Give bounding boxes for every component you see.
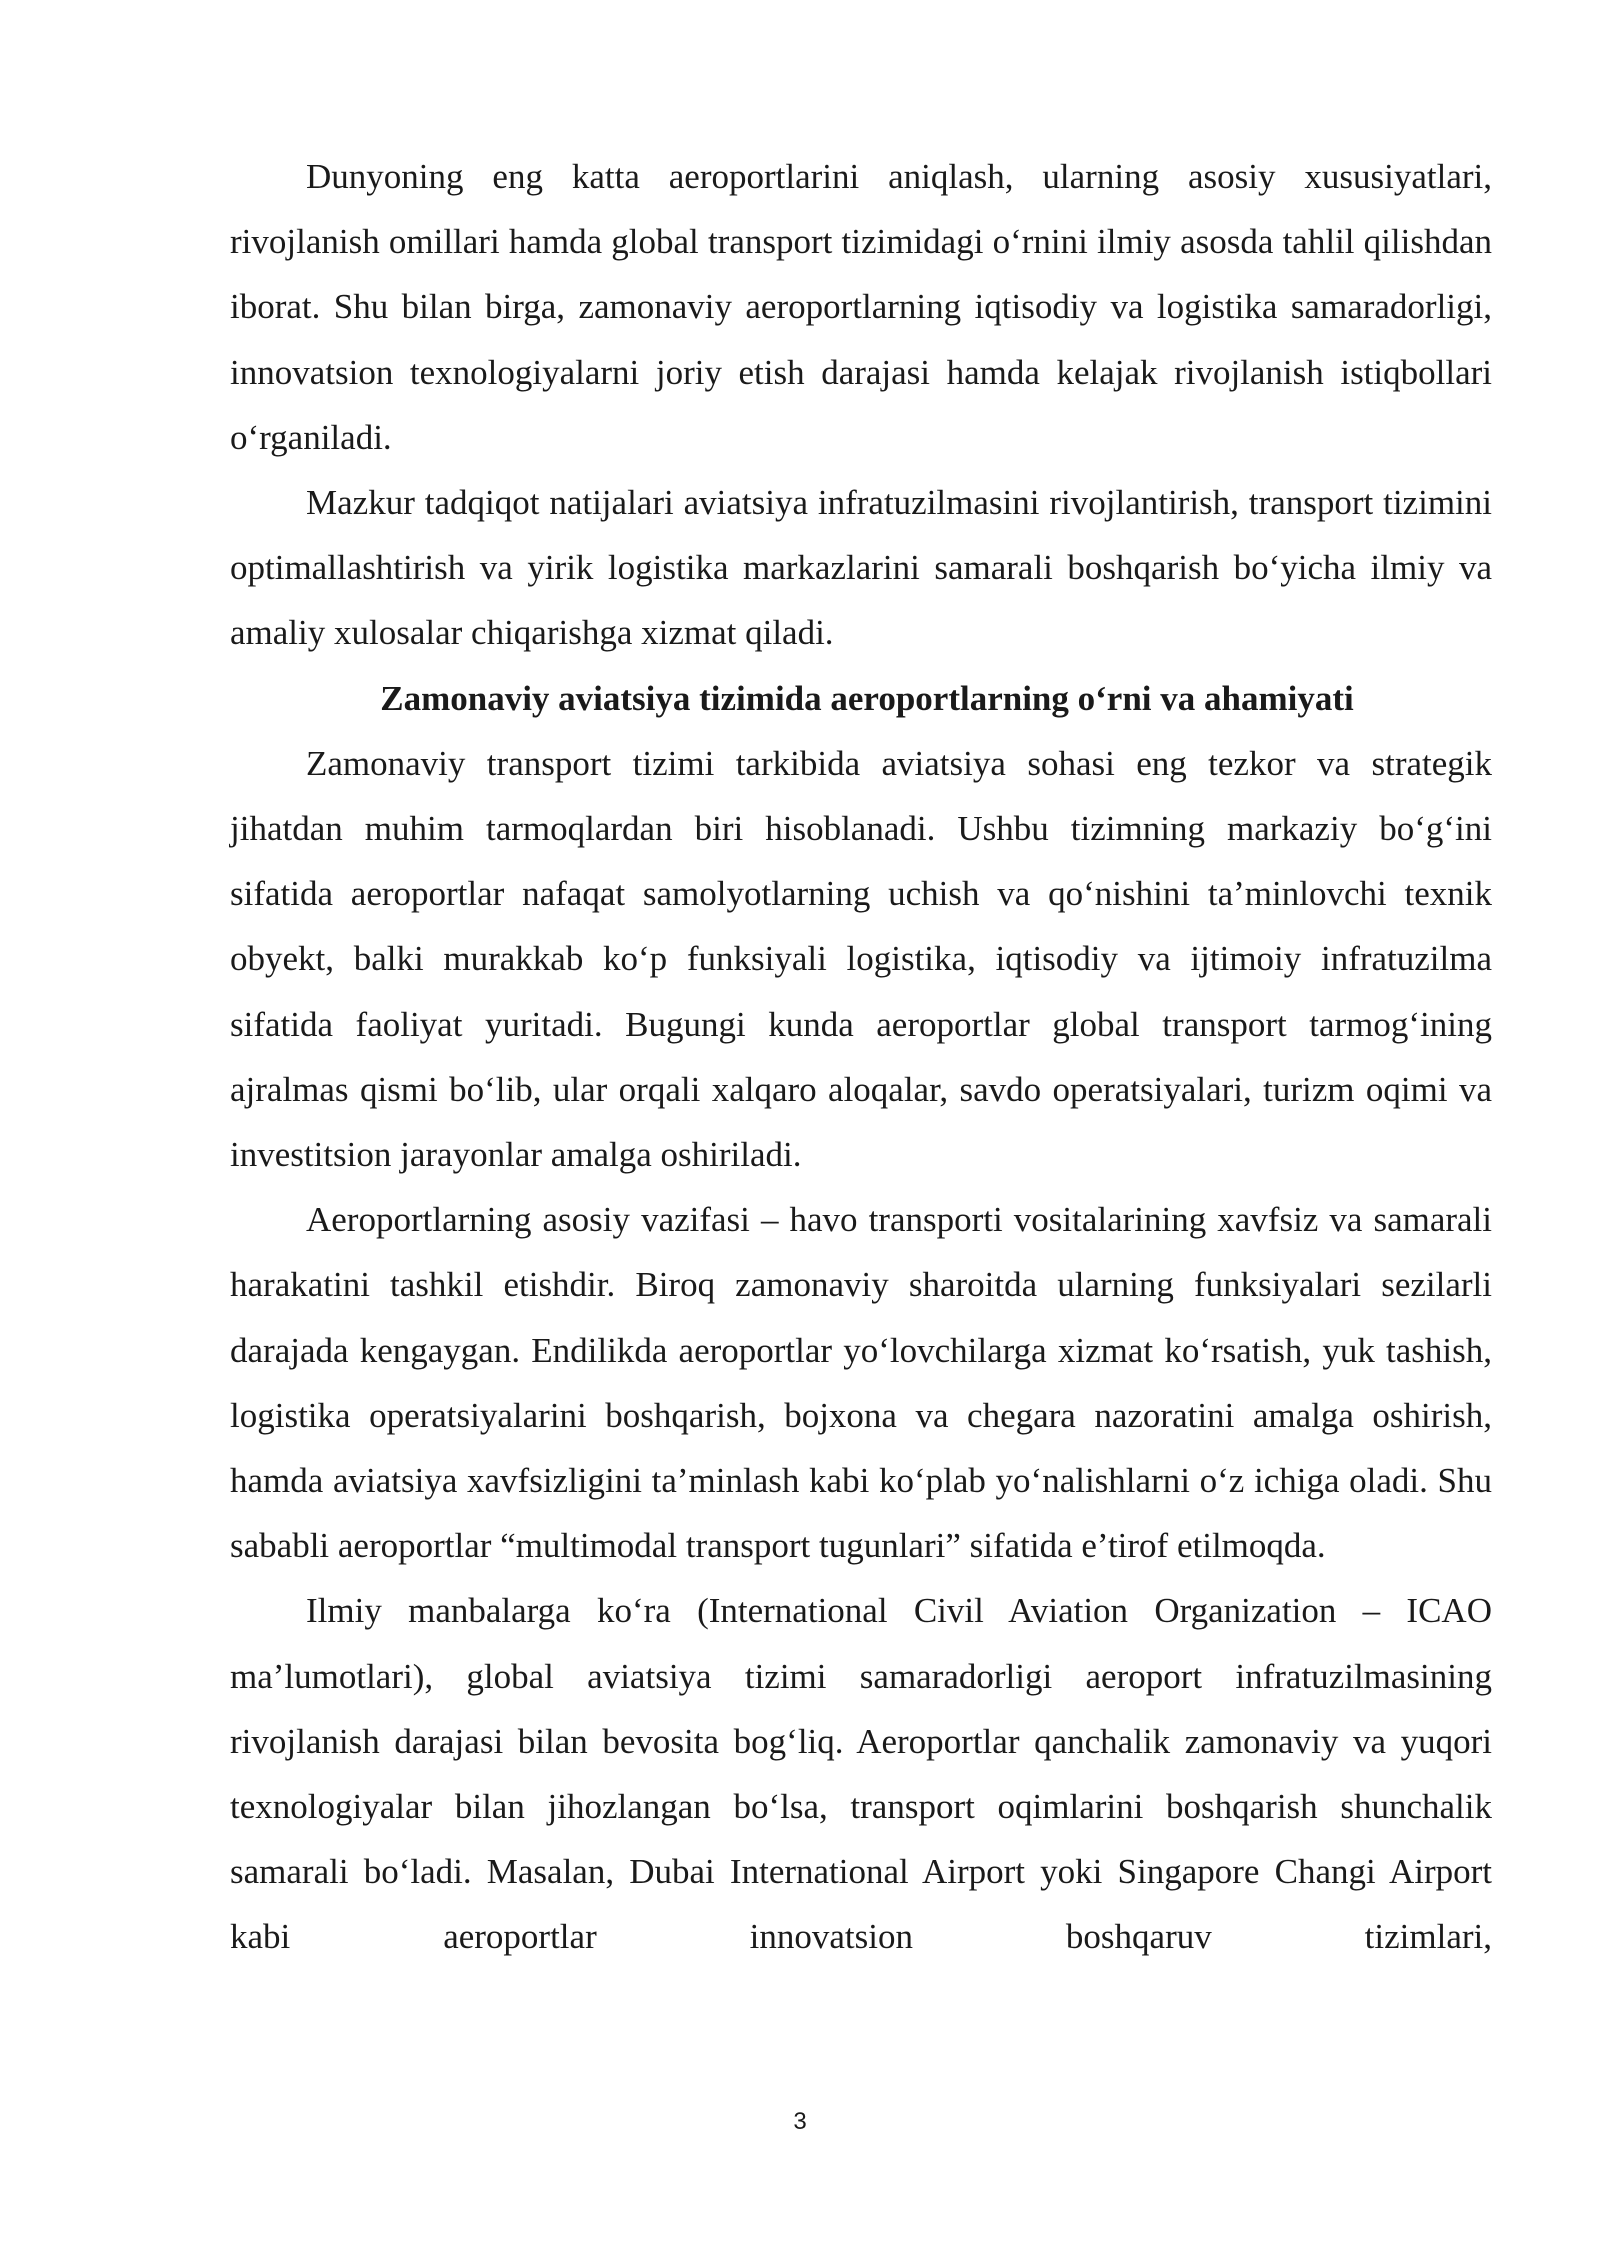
page-number: 3 xyxy=(793,2108,807,2135)
paragraph-research-aim: Dunyoning eng katta aeroportlarini aniqlash, ularning asosiy xususiyatlari, rivojlanish omillari hamda global transport tizimidagi o‘rnini ilmiy asosda tahlil qilishdan iborat. Shu bilan birga, zamonaviy aeroportlarning iqtisodiy va logistika samaradorligi, innovatsion texnologiyalarni joriy etish darajasi hamda kelajak rivojlanish istiqbollari o‘rganiladi. xyxy=(230,157,1492,457)
paragraph-aviation-role: Zamonaviy transport tizimi tarkibida aviatsiya sohasi eng tezkor va strategik jihatdan muhim tarmoqlardan biri hisoblanadi. Ushbu tizimning markaziy bo‘g‘ini sifatida aeroportlar nafaqat samolyotlarning uchish va qo‘nishini ta’minlovchi texnik obyekt, balki murakkab ko‘p funksiyali logistika, iqtisodiy va ijtimoiy infratuzilma sifatida faoliyat yuritadi. Bugungi kunda aeroportlar global transport tarmog‘ining ajralmas qismi bo‘lib, ular orqali xalqaro aloqalar, savdo operatsiyalari, turizm oqimi va investitsion jarayonlar amalga oshiriladi. xyxy=(230,743,1492,1175)
paragraph-icao-sources: Ilmiy manbalarga ko‘ra (International Civil Aviation Organization – ICAO ma’lumotlari), global aviatsiya tizimi samaradorligi aeroport infratuzilmasining rivojlanish darajasi bilan bevosita bog‘liq. Aeroportlar qanchalik zamonaviy va yuqori texnologiyalar bilan jihozlangan bo‘lsa, transport oqimlarini boshqarish shunchalik samarali bo‘ladi. Masalan, Dubai International Airport yoki Singapore Changi Airport kabi aeroportlar innovatsion boshqaruv tizimlari, xyxy=(230,1591,1492,1957)
paragraph-research-results: Mazkur tadqiqot natijalari aviatsiya infratuzilmasini rivojlantirish, transport tizimini optimallashtirish va yirik logistika markazlarini samarali boshqarish bo‘yicha ilmiy va amaliy xulosalar chiqarishga xizmat qiladi. xyxy=(230,483,1492,653)
section-heading: Zamonaviy aviatsiya tizimida aeroportlarning o‘rni va ahamiyati xyxy=(380,678,1354,718)
paragraph-airport-functions: Aeroportlarning asosiy vazifasi – havo transporti vositalarining xavfsiz va samarali harakatini tashkil etishdir. Biroq zamonaviy sharoitda ularning funksiyalari sezilarli darajada kengaygan. Endilikda aeroportlar yo‘lovchilarga xizmat ko‘rsatish, yuk tashish, logistika operatsiyalarini boshqarish, bojxona va chegara nazoratini amalga oshirish, hamda aviatsiya xavfsizligini ta’minlash kabi ko‘plab yo‘nalishlarni o‘z ichiga oladi. Shu sababli aeroportlar “multimodal transport tugunlari” sifatida e’tirof etilmoqda. xyxy=(230,1200,1492,1566)
document-body xyxy=(230,144,1492,1970)
